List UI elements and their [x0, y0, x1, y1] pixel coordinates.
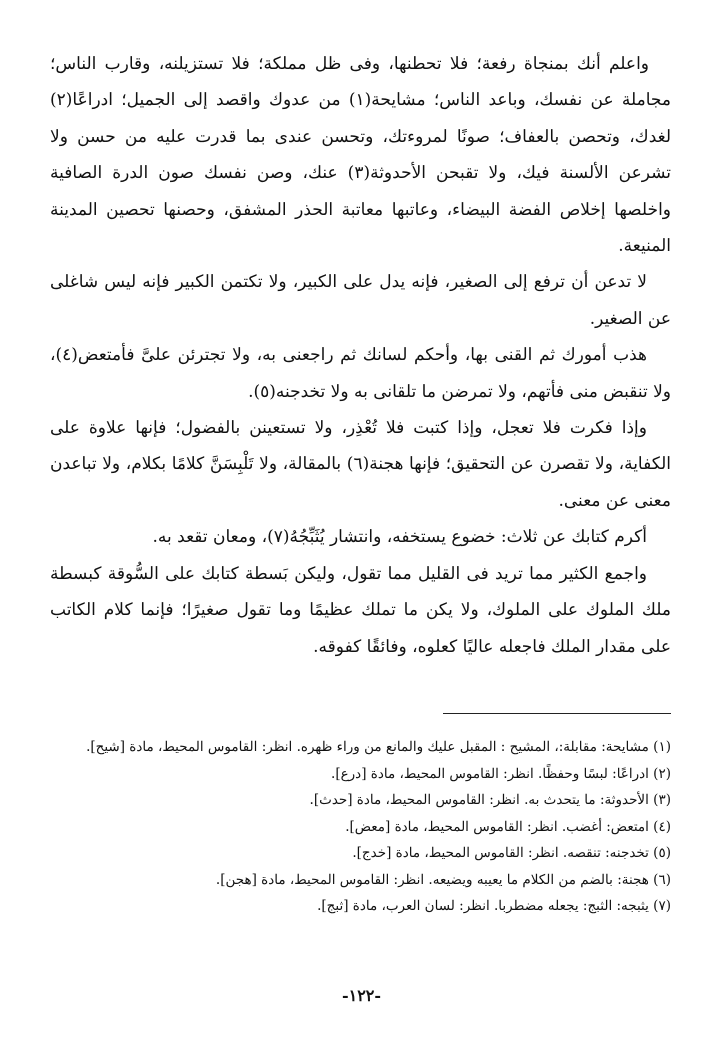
footnote: (٣) الأحدوثة: ما يتحدث به. انظر: القاموس المحيط، مادة [حدث].	[309, 792, 671, 808]
footnote: (١) مشايحة: مقابلة:، المشيح : المقبل عليك والمانع من وراء ظهره. انظر: القاموس المحيط، مادة [شيح].	[86, 739, 671, 755]
paragraph: واجمع الكثير مما تريد فى القليل مما تقول، وليكن بَسطة كتابك على السُّوقة كبسطة ملك الملوك على الملوك، ولا يكن ما تملك عظيمًا وما تقول صغيرًا؛ فإنما كلام الكاتب على مقدار الملك فاجعله عاليًا كعلوه، وفائقًا كفوقه.	[50, 563, 671, 657]
paragraph: واعلم أنك بمنجاة رفعة؛ فلا تحطنها، وفى ظل مملكة؛ فلا تستزيلنه، وقارب الناس؛ مجاملة عن نفسك، وباعد الناس؛ مشايحة(١) من عدوك واقصد إلى الجميل؛ ادراعًا(٢) لغدك، وتحصن بالعفاف؛ صونًا لمروءتك، وتحسن عندى بما قدرت عليه من حسن ولا تشرعن الألسنة فيك، ولا تقبحن الأحدوثة(٣) عنك، وصن نفسك صون الدرة الصافية واخلصها إخلاص الفضة البيضاء، وعاتبها معاتبة الحذر المشفق، وحصنها تحصين المدينة المنيعة.	[50, 54, 672, 257]
footnote: (٤) امتعض: أغضب. انظر: القاموس المحيط، مادة [معض].	[345, 818, 671, 835]
body-text	[50, 46, 671, 665]
paragraph: هذب أمورك ثم القنى بها، وأحكم لسانك ثم راجعنى به، ولا تجترئن علىَّ فأمتعض(٤)، ولا تنقبض منى فأتهم، ولا تمرضن ما تلقانى به ولا تخدجنه(٥).	[50, 345, 671, 402]
footnote: (٥) تخدجنه: تنقصه. انظر: القاموس المحيط، مادة [خدج].	[352, 845, 671, 861]
paragraph: أكرم كتابك عن ثلاث: خضوع يستخفه، وانتشار يُثَبِّجُهُ(٧)، ومعان تقعد به.	[152, 527, 647, 548]
paragraph: وإذا فكرت فلا تعجل، وإذا كتبت فلا تُعْذِر، ولا تستعينن بالفضول؛ فإنها علاوة على الكفاية، ولا تقصرن عن التحقيق؛ فإنها هجنة(٦) بالمقالة، ولا تَلْبِسَنَّ كلامًا بكلام، ولا تباعدن معنى عن معنى.	[50, 418, 671, 511]
footnote: (٧) يثبجه: الثبج: يجعله مضطربا. انظر: لسان العرب، مادة [ثبج].	[317, 898, 671, 914]
footnotes	[50, 734, 671, 920]
page-number: -١٢٢-	[341, 986, 382, 1005]
footnote-divider	[443, 713, 671, 714]
footnote: (٦) هجنة: بالضم من الكلام ما يعيبه ويضيعه. انظر: القاموس المحيط، مادة [هجن].	[215, 871, 671, 888]
paragraph: لا تدعن أن ترفع إلى الصغير، فإنه يدل على الكبير، ولا تكتمن الكبير فإنه ليس شاغلى عن الصغير.	[50, 272, 671, 329]
footnote: (٢) ادراعًا: لبسًا وحفظًا. انظر: القاموس المحيط، مادة [درع].	[331, 765, 671, 782]
